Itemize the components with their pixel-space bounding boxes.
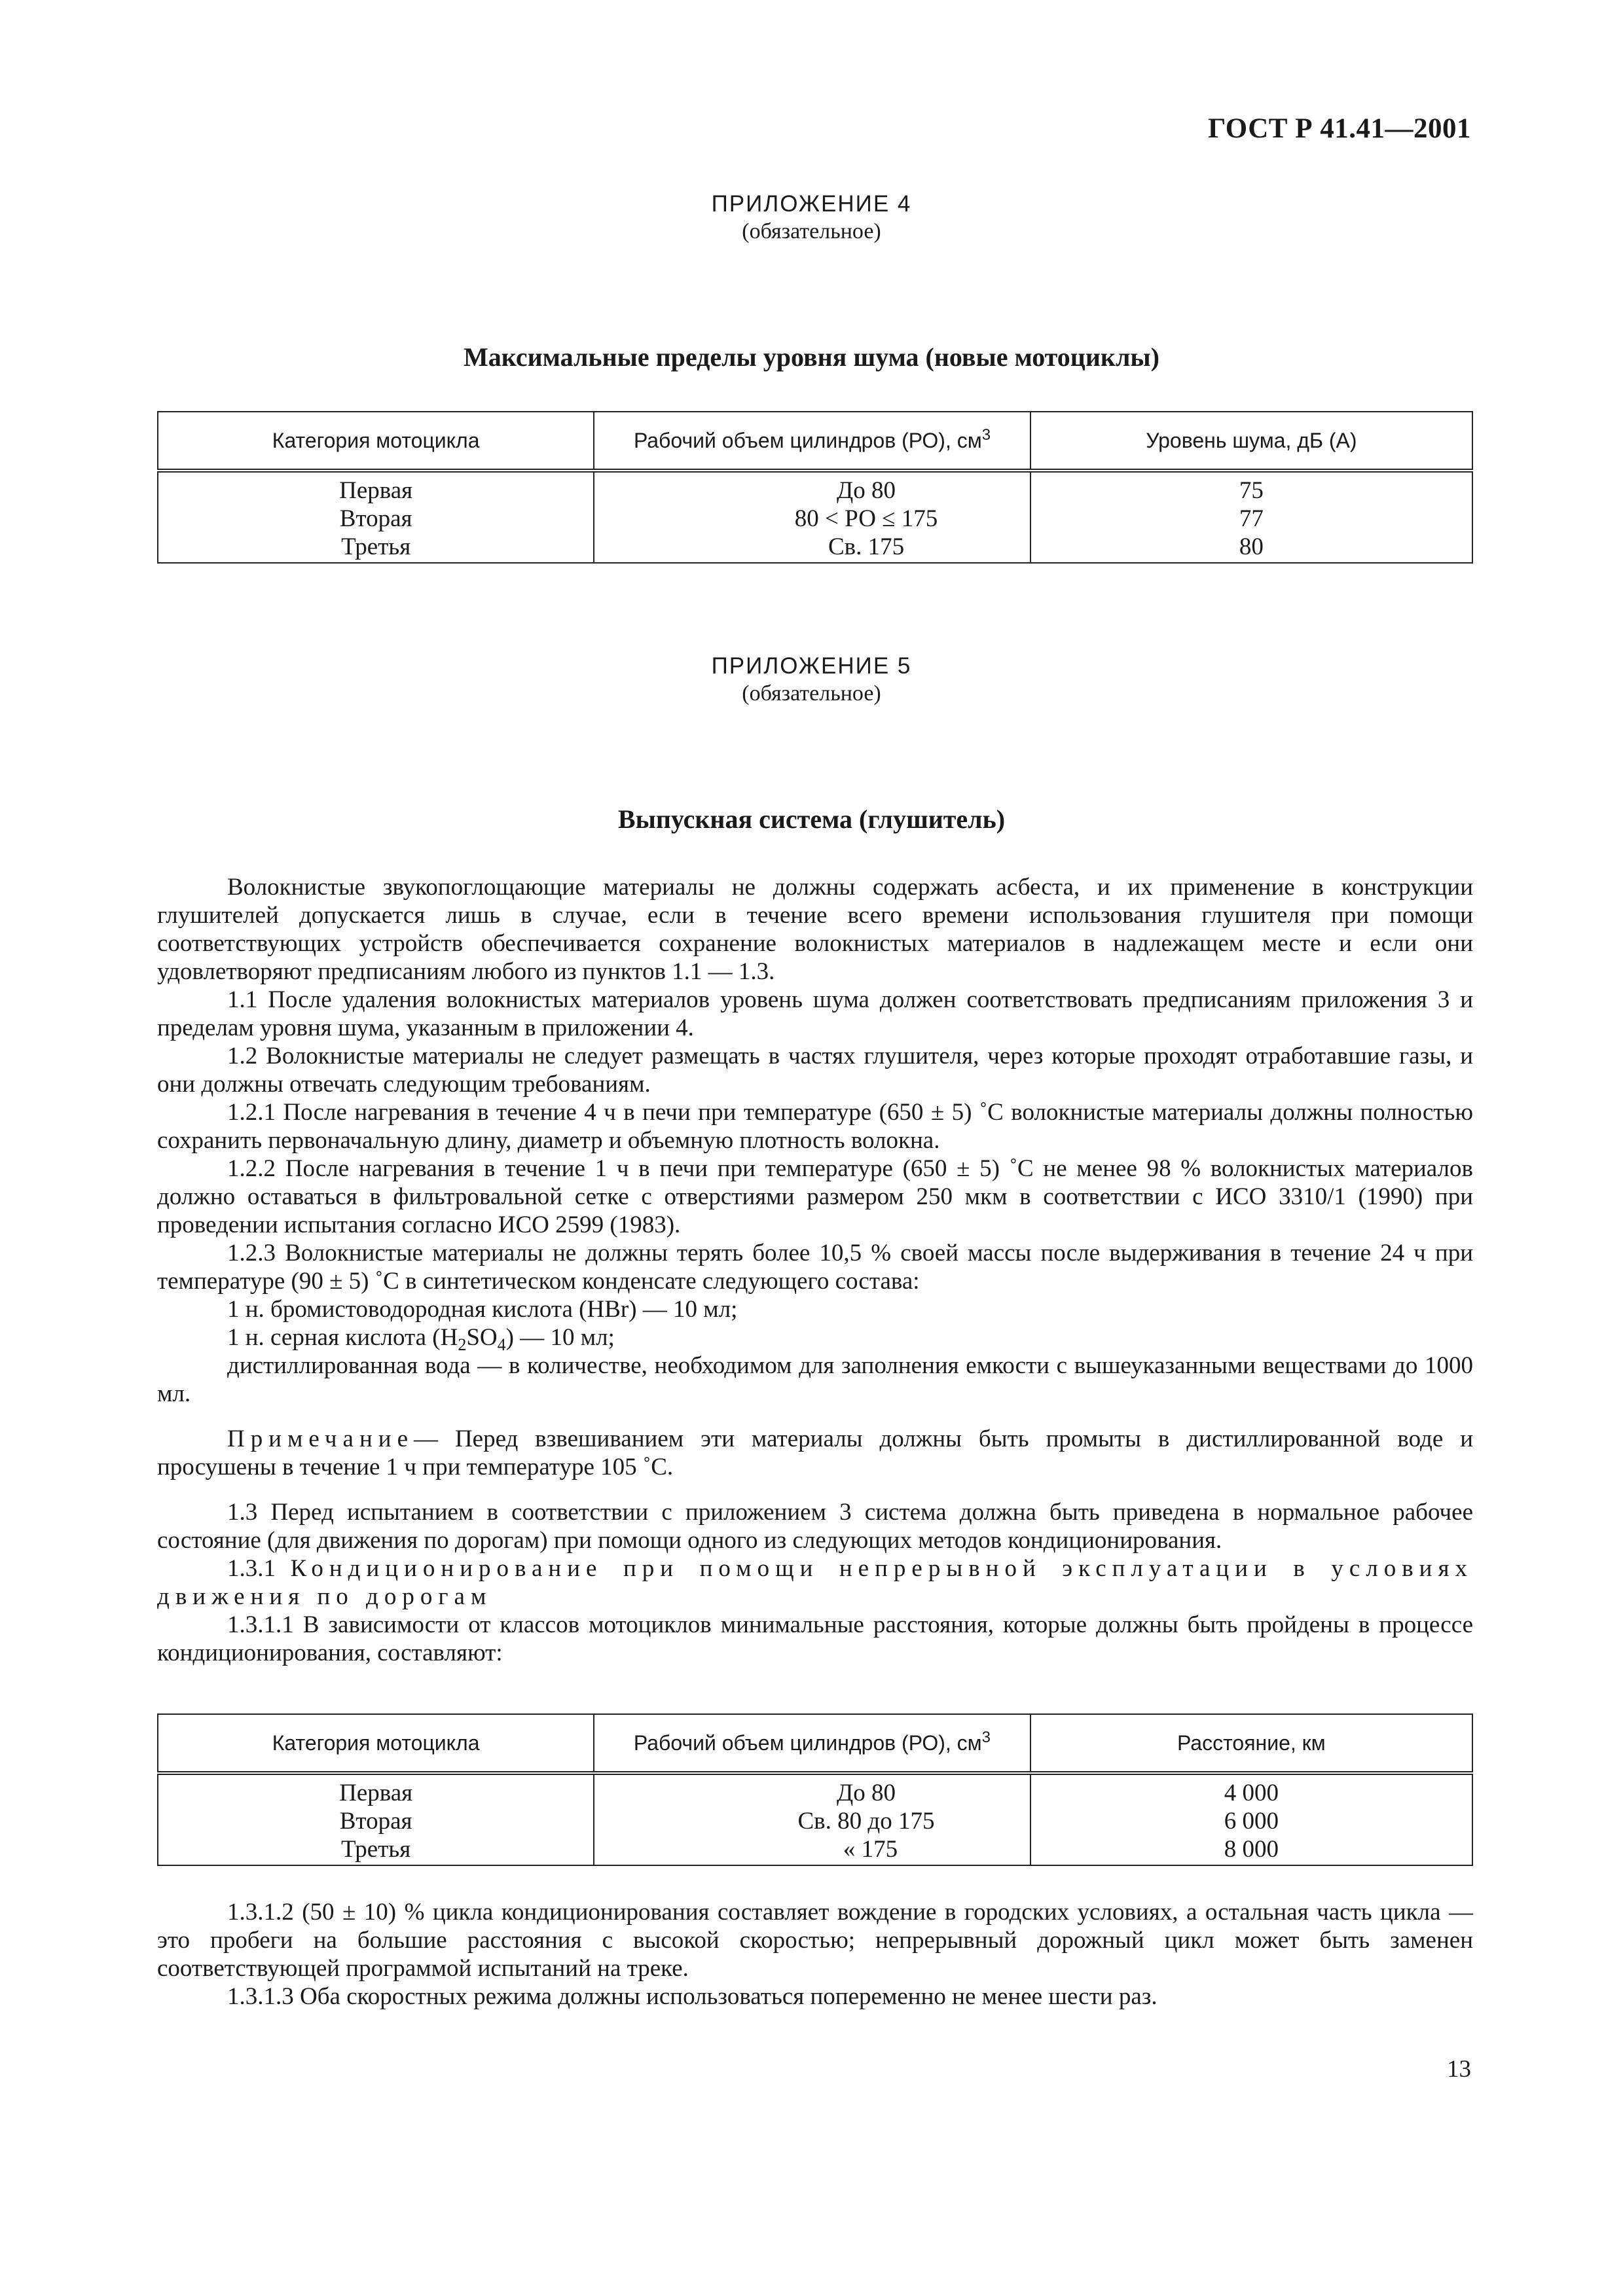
table-header-row xyxy=(158,1714,1472,1773)
table-cell: 6 000 xyxy=(1030,1807,1472,1835)
table-row xyxy=(158,1807,1472,1835)
annex4-subtitle: (обязательное) xyxy=(742,219,881,243)
table-cell: 80 xyxy=(1030,533,1472,563)
annex5-subtitle: (обязательное) xyxy=(742,681,881,706)
table-row xyxy=(158,1835,1472,1865)
table-cell: Вторая xyxy=(158,1807,594,1835)
standard-code: ГОСТ Р 41.41—2001 xyxy=(1207,113,1471,144)
paragraph-intro: Волокнистые звукопоглощающие материалы не должны содержать асбеста, и их применение в конструкции глушителей допускается лишь в случае, если в течение всего времени использования глушителя при помощи соответствующих устройств обеспечивается сохранение волокнистых материалов в надлежащем месте и если они удовлетворяют предписаниям любого из пунктов 1.1 — 1.3. xyxy=(157,874,1473,985)
annex5-body xyxy=(157,873,1473,1667)
list-item-water: дистиллированная вода — в количестве, необходимом для заполнения емкости с вышеуказанными веществами до 1000 мл. xyxy=(157,1352,1473,1407)
note: Примечание— Перед взвешиванием эти материалы должны быть промыты в дистиллированной воде и просушены в течение 1 ч при температуре 105 ˚С. xyxy=(157,1426,1473,1480)
table-cell: Вторая xyxy=(158,505,594,533)
conditioning-distance-table xyxy=(157,1713,1473,1866)
paragraph-1-3-1-2: 1.3.1.2 (50 ± 10) % цикла кондиционирования составляет вождение в городских условиях, а остальная часть цикла — это пробеги на большие расстояния с высокой скоростью; непрерывный дорожный цикл может быть заменен соответствующей программой испытаний на треке. xyxy=(157,1899,1473,1982)
paragraph-1-2-2: 1.2.2 После нагревания в течение 1 ч в печи при температуре (650 ± 5) ˚С не менее 98 % волокнистых материалов должно оставаться в фильтровальной сетке с отверстиями размером 250 мкм в соответствии с ИСО 3310/1 (1990) при проведении испытания согласно ИСО 2599 (1983). xyxy=(157,1155,1473,1238)
paragraph-1-2-1: 1.2.1 После нагревания в течение 4 ч в печи при температуре (650 ± 5) ˚С волокнистые материалы должны полностью сохранить первоначальную длину, диаметр и объемную плотность волокна. xyxy=(157,1099,1473,1154)
note-label: Примечание xyxy=(227,1426,414,1452)
table-cell: « 175 xyxy=(594,1835,1030,1865)
paragraph-1-3-1-1: 1.3.1.1 В зависимости от классов мотоциклов минимальные расстояния, которые должны быть пройдены в процессе кондиционирования, составляют: xyxy=(157,1611,1473,1666)
table-cell: До 80 xyxy=(594,471,1030,505)
paragraph-1-3: 1.3 Перед испытанием в соответствии с приложением 3 система должна быть приведена в нормальное рабочее состояние (для движения по дорогам) при помощи одного из следующих методов кондиционирования. xyxy=(157,1499,1473,1554)
annex5-title: ПРИЛОЖЕНИЕ 5 xyxy=(711,653,912,679)
list-item-hbr: 1 н. бромистоводородная кислота (HBr) — 10 мл; xyxy=(227,1296,738,1323)
table-row xyxy=(158,471,1472,505)
table-cell: Св. 80 до 175 xyxy=(594,1807,1030,1835)
table-cell: Первая xyxy=(158,471,594,505)
table-cell: 77 xyxy=(1030,505,1472,533)
table-row xyxy=(158,505,1472,533)
table-header: Расстояние, км xyxy=(1030,1714,1472,1773)
table-row xyxy=(158,533,1472,563)
annex4-heading: Максимальные пределы уровня шума (новые мотоциклы) xyxy=(464,342,1159,372)
table-cell: 4 000 xyxy=(1030,1773,1472,1807)
table-header: Категория мотоцикла xyxy=(158,412,594,471)
table-header-row xyxy=(158,412,1472,471)
table-cell: Св. 175 xyxy=(594,533,1030,563)
table-cell: Третья xyxy=(158,1835,594,1865)
paragraph-1-3-1-3: 1.3.1.3 Оба скоростных режима должны использоваться попеременно не менее шести раз. xyxy=(227,1983,1158,2010)
table-cell: 75 xyxy=(1030,471,1472,505)
noise-limits-table xyxy=(157,411,1473,564)
list-item-h2so4: 1 н. серная кислота $(H_2SO_4)$ — 10 мл; xyxy=(227,1324,615,1354)
paragraph-1-2: 1.2 Волокнистые материалы не следует размещать в частях глушителя, через которые проходят отработавшие газы, и они должны отвечать следующим требованиям. xyxy=(157,1043,1473,1098)
page-number: 13 xyxy=(1447,2056,1471,2083)
paragraph-1-1: 1.1 После удаления волокнистых материалов уровень шума должен соответствовать предписаниям приложения 3 и пределам уровня шума, указанным в приложении 4. xyxy=(157,986,1473,1041)
annex5-heading: Выпускная система (глушитель) xyxy=(617,804,1006,834)
table-cell: 80 < РО ≤ 175 xyxy=(594,505,1030,533)
table-header: Уровень шума, дБ (А) xyxy=(1030,412,1472,471)
annex4-title: ПРИЛОЖЕНИЕ 4 xyxy=(711,191,912,217)
table-header: Рабочий объем цилиндров (РО), $см^3$ xyxy=(594,1714,1030,1773)
paragraph-1-3-1: 1.3.1 Кондиционирование при помощи непрерывной эксплуатации в условиях движения по дорогам xyxy=(157,1555,1474,1610)
table-cell: До 80 xyxy=(594,1773,1030,1807)
table-row xyxy=(158,1773,1472,1807)
table-header: Категория мотоцикла xyxy=(158,1714,594,1773)
paragraph-1-2-3: 1.2.3 Волокнистые материалы не должны терять более 10,5 % своей массы после выдерживания в течение 24 ч при температуре (90 ± 5) ˚С в синтетическом конденсате следующего состава: xyxy=(157,1240,1473,1295)
table-cell: Третья xyxy=(158,533,594,563)
table-header: Рабочий объем цилиндров (РО), $см^3$ xyxy=(594,412,1030,471)
table-cell: 8 000 xyxy=(1030,1835,1472,1865)
table-cell: Первая xyxy=(158,1773,594,1807)
annex5-body-continued xyxy=(157,1898,1473,2011)
